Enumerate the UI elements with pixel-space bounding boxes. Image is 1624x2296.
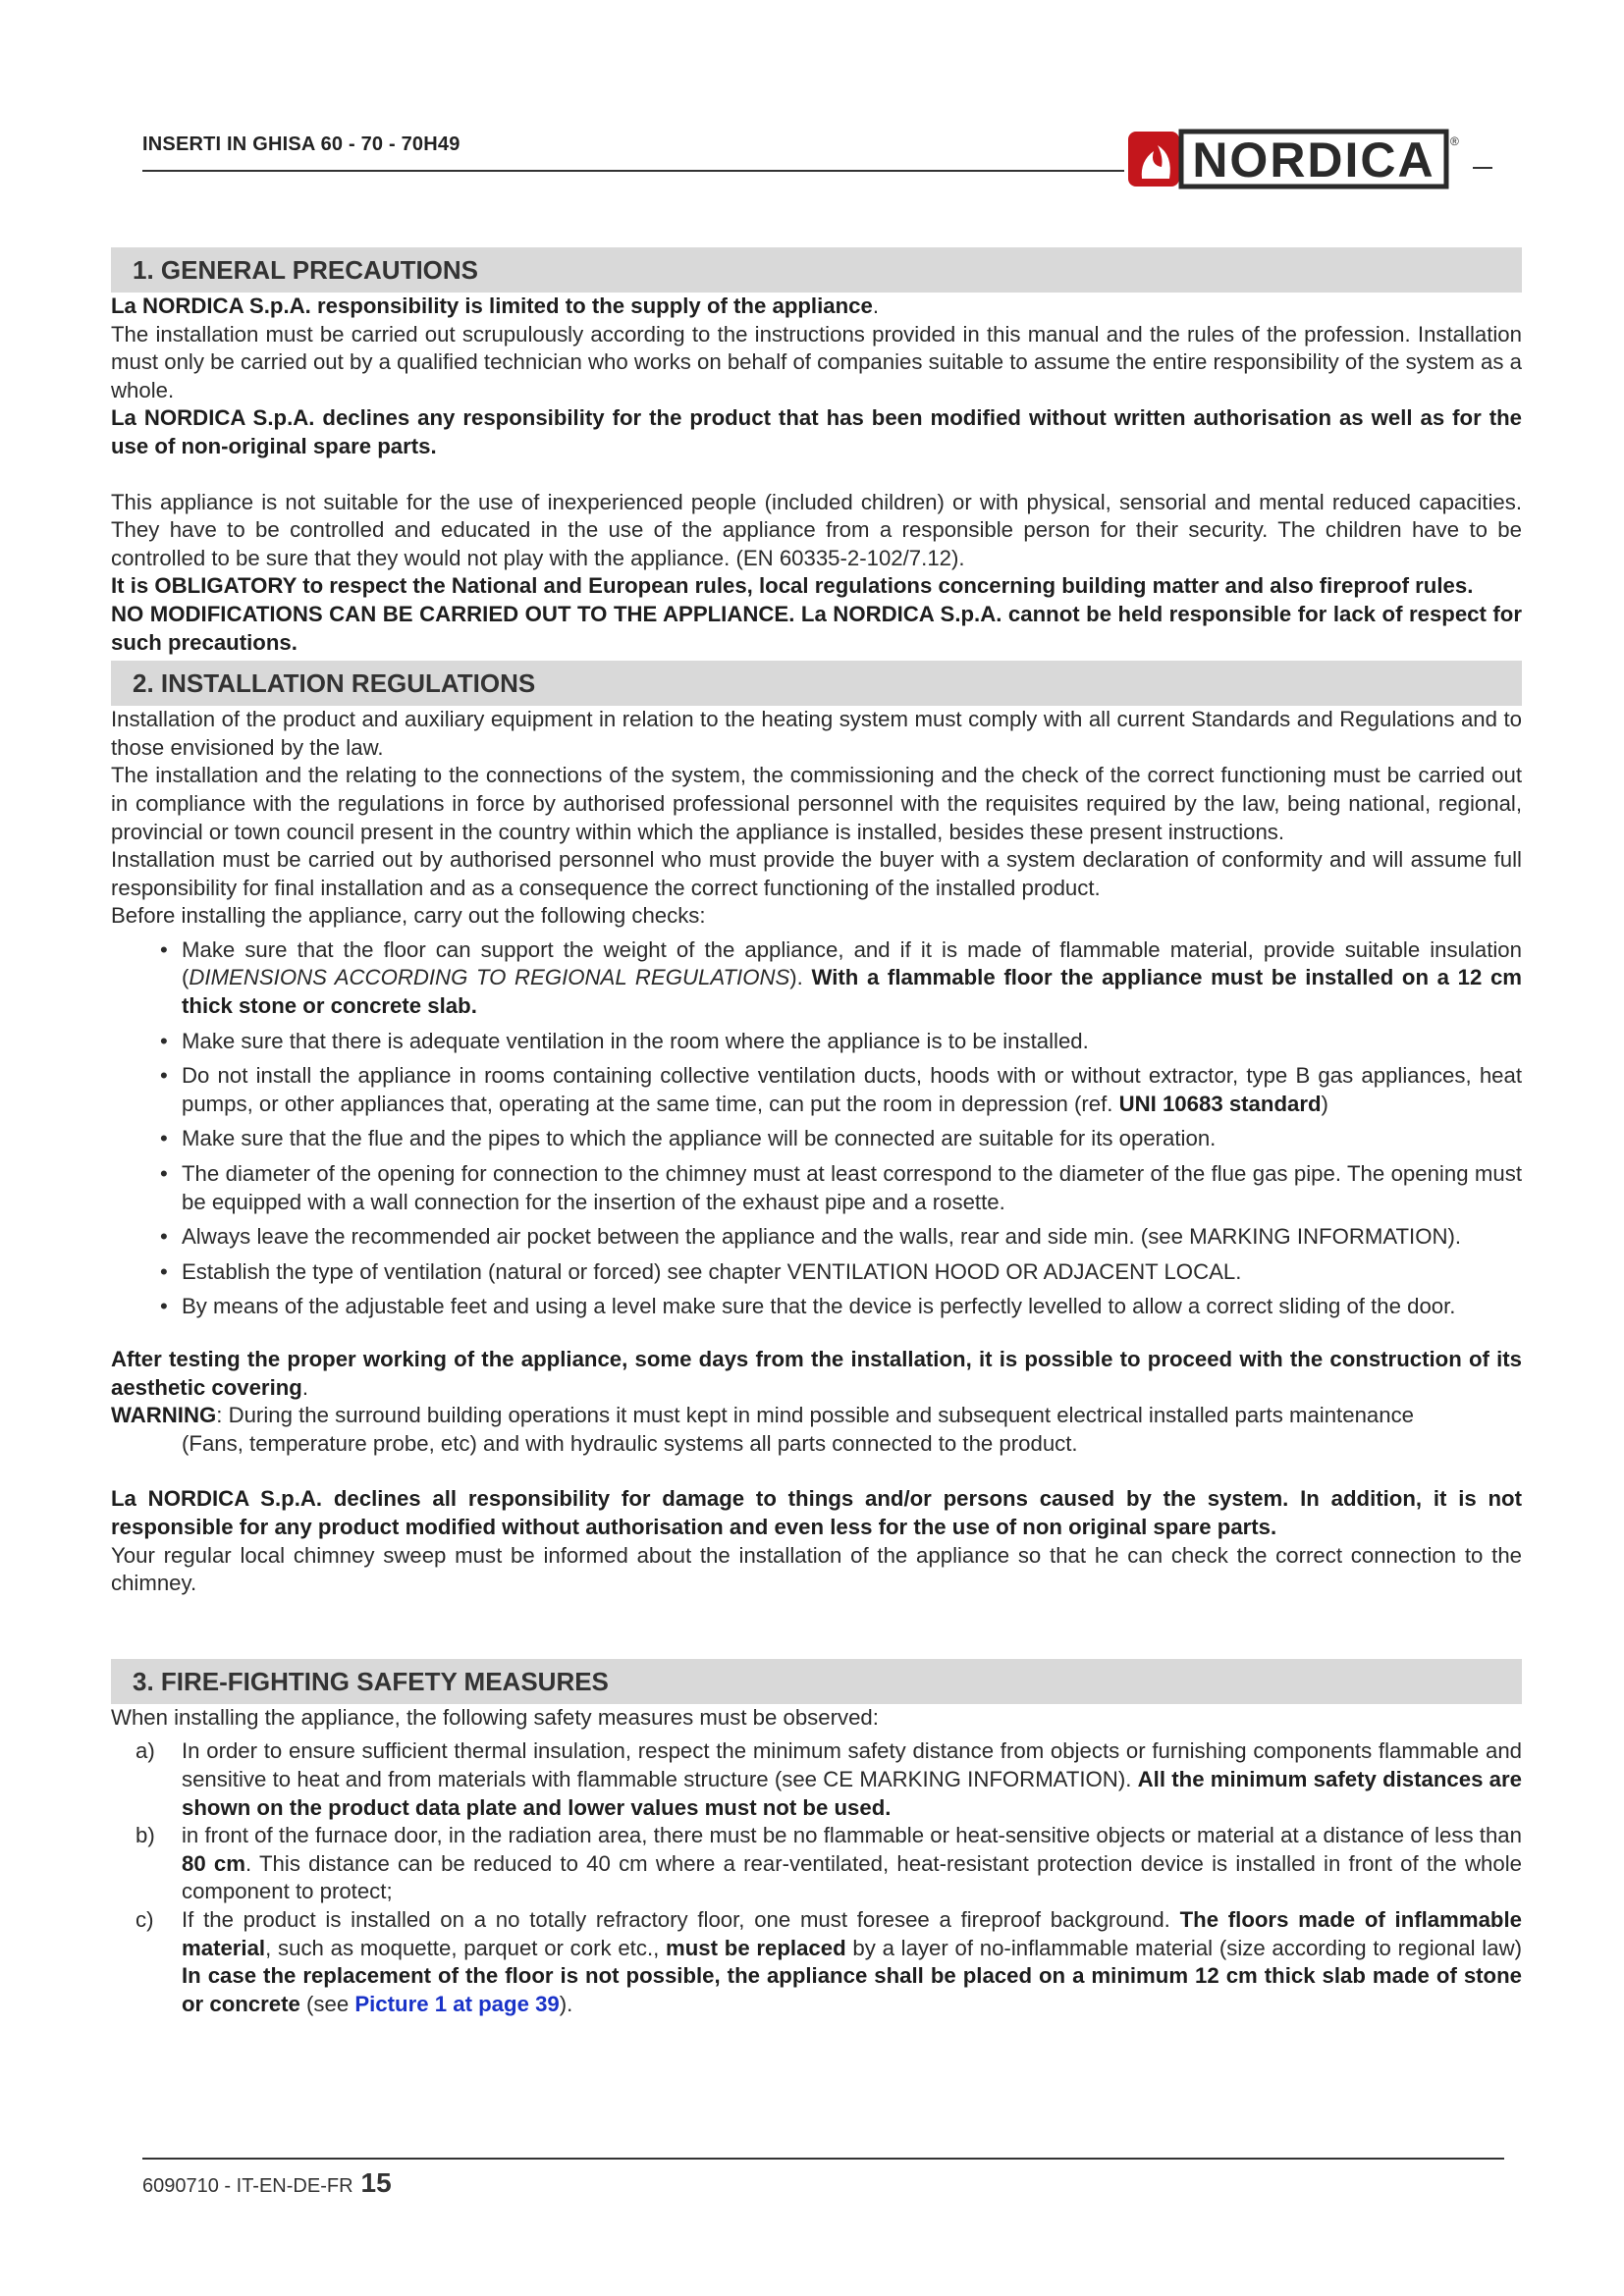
- paragraph: NO MODIFICATIONS CAN BE CARRIED OUT TO THE APPLIANCE. La NORDICA S.p.A. cannot be held responsible for lack of respect for such precautions.: [111, 601, 1522, 655]
- paragraph: This appliance is not suitable for the use of inexperienced people (included children) or with physical, sensorial and mental reduced capacities. They have to be controlled and educated in the use of the appliance from a responsible person for their security. The children have to be controlled to be sure that they would not play with the appliance. (EN 60335-2-102/7.12).: [111, 489, 1522, 570]
- paragraph: La NORDICA S.p.A. responsibility is limited to the supply of the appliance.: [111, 294, 880, 318]
- header-rule: [142, 170, 1124, 172]
- safety-measures-list: [111, 1737, 1522, 2018]
- warning-label: WARNING: [111, 1403, 217, 1428]
- list-item: • The diameter of the opening for connection to the chimney must at least correspond to the diameter of the flue gas pipe. The opening must be equipped with a wall connection for the insertion of the exhaust pipe and a rosette.: [160, 1161, 1522, 1214]
- nordica-logo: [1122, 122, 1466, 192]
- paragraph: La NORDICA S.p.A. declines any responsibility for the product that has been modified without written authorisation as well as for the use of non-original spare parts.: [111, 405, 1522, 458]
- warning-continuation: (Fans, temperature probe, etc) and with hydraulic systems all parts connected to the product.: [182, 1430, 1078, 1456]
- document-code: 6090710 - IT-EN-DE-FR: [142, 2175, 353, 2197]
- paragraph: The installation and the relating to the connections of the system, the commissioning and the check of the correct functioning must be carried out in compliance with the regulations in force by authorised professional personnel with the requisites required by the law, being national, regional, provincial or town council present in the country within which the appliance is installed, besides these present instructions.: [111, 763, 1522, 844]
- list-item: • By means of the adjustable feet and using a level make sure that the device is perfectly levelled to allow a correct sliding of the door.: [160, 1294, 1456, 1319]
- paragraph: La NORDICA S.p.A. declines all responsibility for damage to things and/or persons caused by the system. In addition, it is not responsible for any product modified without authorisation and even less for the use of non original spare parts.: [111, 1486, 1522, 1539]
- page-number: 15: [360, 2167, 392, 2198]
- list-item: b) in front of the furnace door, in the radiation area, there must be no flammable or heat-sensitive objects or material at a distance of less than 80 cm. This distance can be reduced to 40 cm where a rear-ventilated, heat-resistant protection device is installed in front of the whole component to protect;: [135, 1823, 1522, 1904]
- picture-reference-link[interactable]: Picture 1 at page 39: [354, 1991, 560, 2016]
- list-item: c) If the product is installed on a no totally refractory floor, one must foresee a fireproof background. The floors made of inflammable material, such as moquette, parquet or cork etc., must be replaced by a layer of no-inflammable material (size according to regional law) In case the replacement of the floor is not possible, the appliance shall be placed on a minimum 12 cm thick slab made of stone or concrete (see Picture 1 at page 39).: [135, 1906, 1522, 2016]
- section-heading-fire-fighting-safety: 3. FIRE-FIGHTING SAFETY MEASURES: [111, 1659, 1522, 1704]
- footer-rule: [142, 2158, 1504, 2160]
- paragraph: Installation of the product and auxiliary equipment in relation to the heating system must comply with all current Standards and Regulations and to those envisioned by the law.: [111, 707, 1522, 760]
- list-item: • Make sure that the flue and the pipes to which the appliance will be connected are suitable for its operation.: [160, 1126, 1217, 1151]
- header-title: INSERTI IN GHISA 60 - 70 - 70H49: [142, 133, 460, 155]
- list-item: • Always leave the recommended air pocket between the appliance and the walls, rear and side min. (see MARKING INFORMATION).: [160, 1224, 1462, 1250]
- logo-registered-mark: ®: [1450, 134, 1459, 148]
- list-item: • Make sure that there is adequate ventilation in the room where the appliance is to be installed.: [160, 1028, 1089, 1053]
- list-item: a) In order to ensure sufficient thermal insulation, respect the minimum safety distance from objects or furnishing components flammable and sensitive to heat and from materials with flammable structure (see CE MARKING INFORMATION). All the minimum safety distances are shown on the product data plate and lower values must not be used.: [135, 1738, 1522, 1820]
- paragraph: It is OBLIGATORY to respect the National and European rules, local regulations concerning building matter and also fireproof rules.: [111, 573, 1474, 599]
- paragraph: Before installing the appliance, carry out the following checks:: [111, 903, 706, 929]
- paragraph: The installation must be carried out scrupulously according to the instructions provided in this manual and the rules of the profession. Installation must only be carried out by a qualified technician who works on behalf of companies suitable to assume the entire responsibility of the system as a whole.: [111, 321, 1522, 402]
- section-heading-installation-regulations: 2. INSTALLATION REGULATIONS: [111, 661, 1522, 706]
- warning-paragraph: WARNING: During the surround building operations it must kept in mind possible and subsequent electrical installed parts maintenance: [111, 1403, 1415, 1428]
- list-item: • Make sure that the floor can support the weight of the appliance, and if it is made of flammable material, provide suitable insulation (DIMENSIONS ACCORDING TO REGIONAL REGULATIONS). With a flammable floor the appliance must be installed on a 12 cm thick stone or concrete slab.: [160, 936, 1523, 1019]
- section-general-precautions: [111, 293, 1522, 657]
- checklist: [111, 936, 1522, 1321]
- list-item: • Do not install the appliance in rooms containing collective ventilation ducts, hoods with or without extractor, type B gas appliances, heat pumps, or other appliances that, operating at the same time, can put the room in depression (ref. UNI 10683 standard): [160, 1063, 1522, 1116]
- header-dash: [1473, 167, 1492, 169]
- section-fire-fighting-safety: [111, 1704, 1522, 2019]
- footer: [142, 2167, 392, 2199]
- paragraph: Your regular local chimney sweep must be informed about the installation of the appliance so that he can check the correct connection to the chimney.: [111, 1542, 1522, 1596]
- section-heading-general-precautions: 1. GENERAL PRECAUTIONS: [111, 247, 1522, 293]
- logo-text: NORDICA: [1192, 133, 1435, 187]
- page-content: [111, 241, 1522, 2018]
- paragraph: Installation must be carried out by authorised personnel who must provide the buyer with a system declaration of conformity and will assume full responsibility for final installation and as a consequence the correct functioning of the installed product.: [111, 847, 1522, 900]
- list-item: • Establish the type of ventilation (natural or forced) see chapter VENTILATION HOOD OR ADJACENT LOCAL.: [160, 1258, 1242, 1284]
- section-installation-regulations: [111, 706, 1522, 1598]
- paragraph: After testing the proper working of the appliance, some days from the installation, it is possible to proceed with the construction of its aesthetic covering.: [111, 1347, 1522, 1400]
- paragraph: When installing the appliance, the following safety measures must be observed:: [111, 1704, 879, 1730]
